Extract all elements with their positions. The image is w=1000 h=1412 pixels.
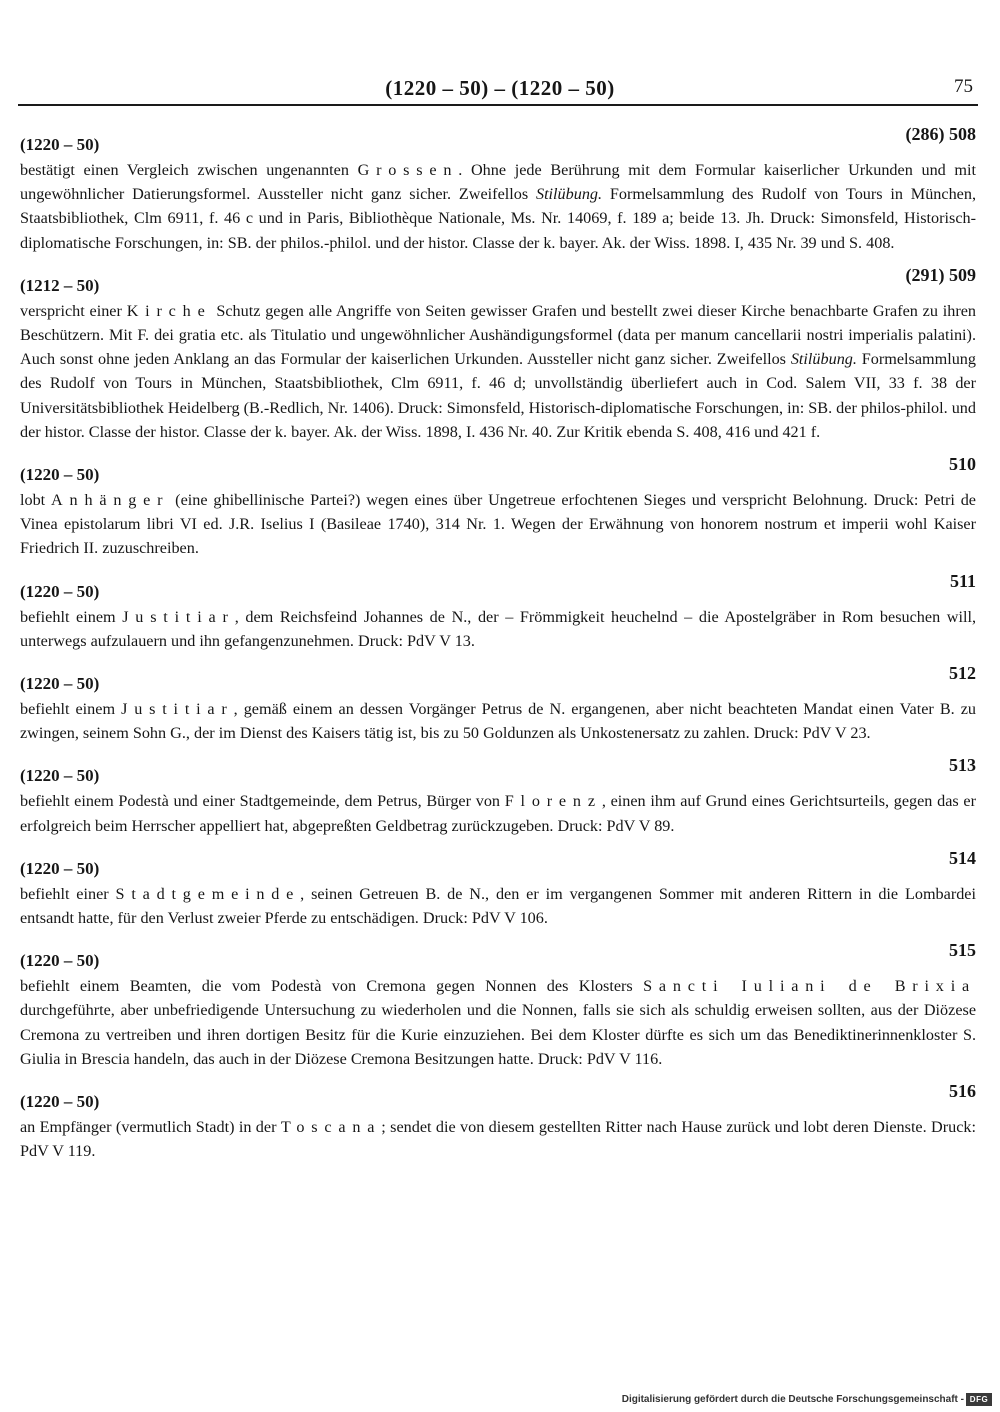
- spaced-name: Justitiar: [122, 607, 235, 626]
- entry-number: 514: [949, 847, 976, 868]
- entry-header: [20, 934, 976, 974]
- regest-entry: [20, 565, 976, 653]
- entry-date: (1220 – 50): [20, 581, 100, 601]
- spaced-name: Sancti Iuliani de Brixia: [643, 977, 976, 996]
- dfg-logo: DFG: [966, 1393, 992, 1406]
- text-segment: , seinen Getreuen B. de N., den er im vergangenen Sommer mit anderen Rittern in die Lombardei entsandt hatte, für den Verlust zweier Pferde zu entschädigen. Druck: PdV V 106.: [20, 884, 976, 928]
- entry-text: [20, 697, 976, 745]
- text-segment: befiehlt einem Podestà und einer Stadtgemeinde, dem Petrus, Bürger von: [20, 792, 505, 811]
- text-segment: (eine ghibellinische Partei?) wegen eines über Ungetreue erfochtenen Sieges und verspricht Belohnung. Druck: Petri de Vinea epistolarum libri VI ed. J.R. Iselius I (Basileae 1740), 314 Nr. 1. Wegen der Erwähnung von honorem nostrum et imperii wohl Kaiser Friedrich II. zuzuschreiben.: [20, 491, 976, 558]
- regest-entry: [20, 118, 976, 255]
- entry-header: [20, 749, 976, 789]
- entry-header: [20, 565, 976, 605]
- spaced-name: Toscana: [280, 1118, 382, 1137]
- entry-number: 512: [949, 663, 976, 684]
- text-segment: , einen ihm auf Grund eines Gerichtsurteils, gegen das er erfolgreich beim Herrscher appelliert hat, abgepreßten Geldbetrag zurückzugeben. Druck: PdV V 89.: [20, 792, 976, 835]
- entry-text: [20, 488, 976, 561]
- entry-header: [20, 1075, 976, 1115]
- entry-text: [20, 882, 976, 930]
- entry-number: 515: [949, 940, 976, 961]
- spaced-name: Justitiar: [121, 700, 234, 719]
- entry-date: (1220 – 50): [20, 1092, 100, 1112]
- header-divider: [18, 104, 978, 106]
- entry-text: [20, 974, 976, 1071]
- spaced-name: Kirche: [126, 301, 212, 320]
- regest-entries: [20, 118, 976, 1163]
- text-segment: , dem Reichsfeind Johannes de N., der – Frömmigkeit heuchelnd – die Apostelgräber in Rom besuchen will, unterwegs aufzulauern und ihn gefangenzunehmen. Druck: PdV V 13.: [20, 607, 976, 650]
- entry-header: [20, 118, 976, 158]
- text-segment: Formelsammlung des Rudolf von Tours in München, Staatsbibliothek, Clm 6911, f. 46 d; unvollständig überliefert auch in Cod. Salem VII, 33 f. 38 der Universitätsbibliothek Heidelberg (B.-Redlich, Nr. 1406). Druck: Simonsfeld, Historisch-diplomatische Forschungen, in: SB. der philos-philol. und der histor. Classe der histor. Classe der k. bayer. Ak. der Wiss. 1898, I. 436 Nr. 40. Zur Kritik ebenda S. 408, 416 und 421 f.: [20, 350, 976, 441]
- entry-text: [20, 605, 976, 653]
- entry-text: [20, 789, 976, 837]
- text-segment: befiehlt einem: [20, 607, 123, 626]
- entry-header: [20, 259, 976, 299]
- italic-term: Stilübung.: [535, 185, 603, 204]
- entry-number: 510: [949, 454, 976, 475]
- entry-number: 516: [949, 1081, 976, 1102]
- entry-text: [20, 1115, 976, 1163]
- regest-entry: [20, 749, 976, 837]
- entry-date: (1220 – 50): [20, 858, 100, 878]
- page-number: 75: [954, 76, 973, 97]
- digitization-credit: Digitalisierung gefördert durch die Deutsche Forschungsgemeinschaft -: [621, 1394, 964, 1405]
- entry-header: [20, 657, 976, 697]
- text-segment: befiehlt einem: [20, 700, 122, 719]
- text-segment: Formelsammlung des Rudolf von Tours in München, Staatsbibliothek, Clm 6911, f. 46 c und in Paris, Bibliothèque Nationale, Ms. Nr. 14069, f. 189 a; beide 13. Jh. Druck: Simonsfeld, Historisch-diplomatische Forschungen, in: SB. der philos.-philol. und der histor. Classe der k. bayer. Ak. der Wiss. 1898. I, 435 Nr. 39 und S. 408.: [20, 185, 976, 252]
- regest-entry: [20, 934, 976, 1071]
- entry-text: [20, 158, 976, 255]
- spaced-name: Anhänger: [51, 491, 170, 510]
- entry-text: [20, 299, 976, 444]
- spaced-name: Stadtgemeinde: [115, 884, 301, 903]
- spaced-name: Florenz: [504, 792, 602, 811]
- spaced-name: Grossen: [357, 161, 459, 179]
- entry-date: (1212 – 50): [20, 275, 100, 295]
- entry-date: (1220 – 50): [20, 135, 100, 154]
- regest-entry: [20, 259, 976, 444]
- regest-entry: [20, 842, 976, 930]
- text-segment: befiehlt einem Beamten, die vom Podestà von Cremona gegen Nonnen des Klosters: [20, 977, 644, 996]
- entry-date: (1220 – 50): [20, 766, 100, 786]
- text-segment: ; sendet die von diesem gestellten Ritter nach Hause zurück und lobt deren Dienste. Druck: PdV V 119.: [20, 1118, 976, 1161]
- regest-entry: [20, 657, 976, 745]
- running-head: (1220 – 50) – (1220 – 50): [385, 76, 615, 100]
- text-segment: lobt: [20, 491, 52, 510]
- italic-term: Stilübung.: [790, 350, 857, 369]
- regest-entry: [20, 448, 976, 561]
- text-segment: Schutz gegen alle Angriffe von Seiten gewisser Grafen und bestellt zwei dieser Kirche benachbarte Grafen zu ihren Beschützern. Mit F. dei gratia etc. als Titulatio und ungewöhnlicher Aushändigungsformel (data per manum cancellarii nostri imperialis palatini). Auch sonst ohne jeden Anklang an das Formular der kaiserlichen Urkunden. Aussteller nicht ganz sicher. Zweifellos: [20, 301, 977, 369]
- entry-number: 511: [949, 570, 976, 591]
- text-segment: . Ohne jede Berührung mit dem Formular kaiserlicher Urkunden und mit ungewöhnlicher Datierungsformel. Aussteller nicht ganz sicher. Zweifellos: [20, 161, 976, 204]
- entry-date: (1220 – 50): [20, 674, 100, 694]
- entry-number: (291) 509: [905, 264, 976, 285]
- regest-entry: [20, 1075, 976, 1163]
- text-segment: befiehlt einer: [20, 884, 116, 903]
- text-segment: verspricht einer: [20, 301, 127, 320]
- entry-header: [20, 842, 976, 882]
- text-segment: durchgeführte, aber unbefriedigende Untersuchung zu wiederholen und die Nonnen, falls sie sich als schuldig erweisen sollten, aus der Diözese Cremona zu vertreiben und ihren dortigen Besitz für die Kurie einzuziehen. Bei dem Kloster dürfte es sich um das Benediktinerinnenkloster S. Giulia in Brescia handeln, das auch in der Diözese Cremona Besitzungen hatte. Druck: PdV V 116.: [20, 1001, 976, 1068]
- text-segment: , gemäß einem an dessen Vorgänger Petrus de N. ergangenen, aber nicht beachteten Mandat einen Vater B. zu zwingen, seinem Sohn G., der im Dienst des Kaisers tätig ist, bis zu 50 Goldunzen als Unkostenersatz zu zahlen. Druck: PdV V 23.: [20, 700, 976, 743]
- entry-number: 513: [949, 755, 976, 776]
- text-segment: an Empfänger (vermutlich Stadt) in der: [20, 1118, 281, 1137]
- entry-number: (286) 508: [905, 124, 976, 144]
- entry-date: (1220 – 50): [20, 465, 100, 485]
- entry-date: (1220 – 50): [20, 951, 100, 971]
- text-segment: bestätigt einen Vergleich zwischen ungenannten: [20, 161, 358, 179]
- entry-header: [20, 448, 976, 488]
